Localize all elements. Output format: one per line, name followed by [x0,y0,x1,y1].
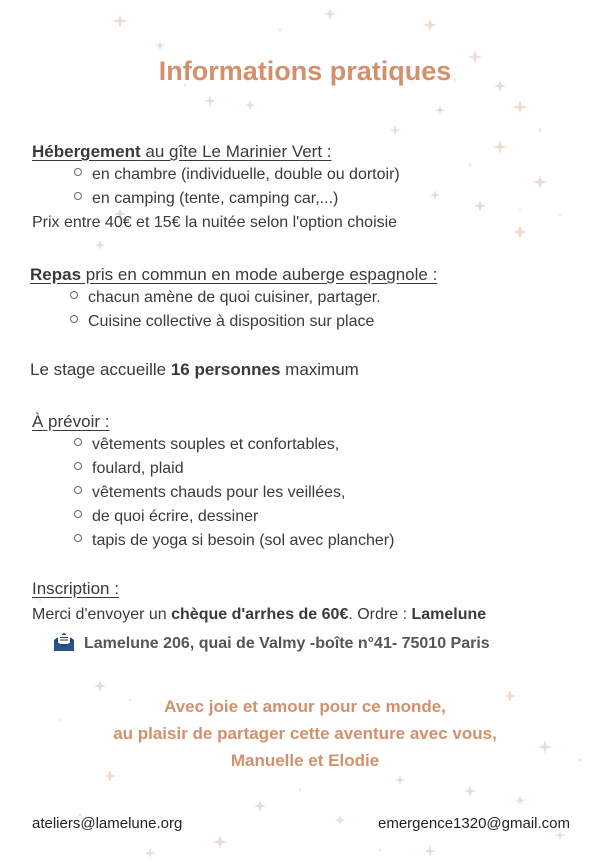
prevoir-heading: À prévoir : [32,412,110,431]
list-item: vêtements chauds pour les veillées, [74,484,345,502]
closing-line: au plaisir de partager cette aventure avec vous, [113,724,497,743]
repas-heading [30,265,437,285]
star-icon [513,100,527,114]
hebergement-heading-rest: au gîte Le Marinier Vert : [140,142,332,161]
hebergement-label: Hébergement [32,142,141,161]
list-item: en chambre (individuelle, double ou dortoir) [74,166,400,184]
star-icon [324,8,336,20]
star-icon [95,240,105,250]
mail-envelope-icon [52,632,76,652]
list-item: Cuisine collective à disposition sur place [70,313,374,331]
inscription-line [32,606,486,624]
star-icon [245,100,255,110]
stage-capacity [30,360,359,380]
footer-email-right[interactable]: emergence1320@gmail.com [378,815,570,832]
star-icon [513,225,527,239]
star-icon [493,140,507,154]
star-icon [435,105,445,115]
star-icon [113,14,127,28]
postal-address [52,632,490,653]
star-icon [430,190,440,200]
star-icon [335,815,345,825]
repas-label: Repas [30,265,82,284]
list-item: foulard, plaid [74,460,184,478]
closing-line: Avec joie et amour pour ce monde, [164,697,446,716]
inscription-heading: Inscription : [32,579,119,598]
list-item: de quoi écrire, dessiner [74,508,258,526]
price-text: Prix entre 40€ et 15€ la nuitée selon l'option choisie [32,214,398,231]
inscription-text: Merci d'envoyer un [32,606,172,623]
order-name: Lamelune [411,606,487,623]
page-title: Informations pratiques [158,56,452,86]
list-item: en camping (tente, camping car,...) [74,190,338,208]
stage-text-end: maximum [280,360,359,379]
star-icon [390,125,400,135]
star-icon [474,200,486,212]
star-icon [204,95,216,107]
stage-text: Le stage accueille [30,360,171,379]
deposit-amount: chèque d'arrhes de 60€ [171,606,349,623]
star-icon [533,175,547,189]
star-icon [515,795,525,805]
star-icon [155,40,165,50]
list-item: vêtements souples et confortables, [74,436,339,454]
stage-count: 16 personnes [170,360,281,379]
repas-heading-rest: pris en commun en mode auberge espagnole : [81,265,438,284]
star-icon [254,800,266,812]
star-icon [423,18,437,32]
footer-email-left[interactable]: ateliers@lamelune.org [32,815,183,832]
star-icon [424,845,436,857]
list-item: chacun amène de quoi cuisiner, partager. [70,289,381,307]
address-text: Lamelune 206, quai de Valmy -boîte n°41- 75010 Paris [84,635,490,652]
closing-signature: Manuelle et Elodie [230,751,380,770]
star-icon [395,775,405,785]
hebergement-heading [32,142,332,162]
star-icon [94,680,106,692]
star-icon [145,848,155,858]
star-icon [104,770,116,782]
order-label: . Ordre : [348,606,412,623]
list-item: tapis de yoga si besoin (sol avec plancher) [74,532,394,550]
star-icon [464,785,476,797]
star-icon [213,835,227,849]
